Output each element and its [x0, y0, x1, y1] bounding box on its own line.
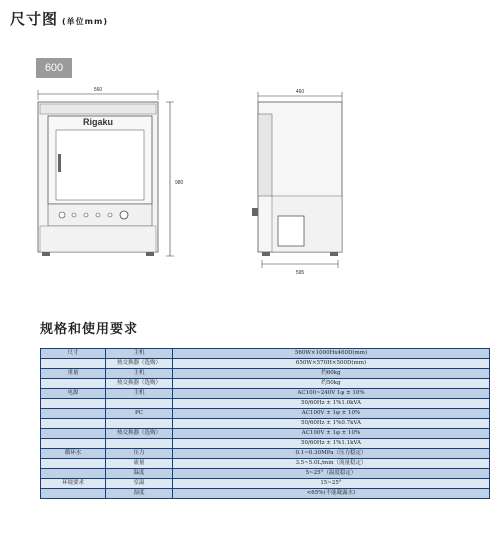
table-cell-col3: 50/60Hz ± 1%0.7kVA: [173, 419, 490, 429]
table-cell-col1: [41, 419, 106, 429]
front-width-label: 560: [93, 87, 103, 93]
table-cell-col3: AC100V ± 1φ ± 10%: [173, 429, 490, 439]
table-cell-col3: 650W×570H×500D(mm): [173, 359, 490, 369]
table-row: [41, 369, 490, 379]
table-cell-col1: [41, 399, 106, 409]
table-cell-col1: [41, 489, 106, 499]
front-view: [38, 87, 184, 256]
table-row: [41, 359, 490, 369]
table-cell-col2: 主机: [106, 349, 173, 359]
brand-logo: Rigaku: [82, 117, 114, 127]
table-cell-col1: 尺寸: [41, 349, 106, 359]
table-cell-col3: 50/60Hz ± 1%1.0kVA: [173, 399, 490, 409]
table-cell-col3: 0.1~0.30MPa（压力稳定）: [173, 449, 490, 459]
side-view: [252, 89, 342, 276]
spec-table: [40, 348, 490, 499]
table-row: [41, 439, 490, 449]
table-cell-col1: 重量: [41, 369, 106, 379]
table-cell-col2: [106, 439, 173, 449]
table-cell-col2: 湿度: [106, 489, 173, 499]
table-cell-col3: 约60kg: [173, 369, 490, 379]
page-title: [10, 8, 108, 29]
table-cell-col1: 环境要求: [41, 479, 106, 489]
table-cell-col2: 温度: [106, 469, 173, 479]
dimension-drawings: [0, 80, 500, 290]
side-depth-top-label: 460: [295, 89, 305, 95]
table-cell-col1: [41, 379, 106, 389]
table-cell-col3: <65%(不能凝露水): [173, 489, 490, 499]
spec-section-title: 规格和使用要求: [40, 322, 139, 337]
spec-table-body: [41, 349, 490, 499]
table-cell-col3: 560W×1000Hx460D(mm): [173, 349, 490, 359]
page-title-text: 尺寸图: [10, 10, 59, 28]
table-cell-col1: [41, 469, 106, 479]
table-row: [41, 479, 490, 489]
model-badge: 600: [36, 58, 72, 78]
table-cell-col2: 热交换器（选购）: [106, 359, 173, 369]
table-row: [41, 349, 490, 359]
table-cell-col2: 主机: [106, 389, 173, 399]
table-row: [41, 429, 490, 439]
side-depth-bottom-label: 595: [295, 270, 305, 276]
table-cell-col1: [41, 409, 106, 419]
table-cell-col2: [106, 419, 173, 429]
table-cell-col2: [106, 399, 173, 409]
table-cell-col2: 室温: [106, 479, 173, 489]
table-row: [41, 389, 490, 399]
table-row: [41, 419, 490, 429]
table-row: [41, 449, 490, 459]
table-cell-col1: [41, 439, 106, 449]
table-cell-col2: 压力: [106, 449, 173, 459]
table-cell-col1: 循环水: [41, 449, 106, 459]
table-cell-col2: 流量: [106, 459, 173, 469]
table-row: [41, 399, 490, 409]
front-height-label: 980: [175, 180, 184, 186]
table-cell-col3: AC100V ± 1φ ± 10%: [173, 409, 490, 419]
table-cell-col2: 热交换器（选购）: [106, 429, 173, 439]
table-cell-col1: [41, 459, 106, 469]
table-cell-col3: 3.5~5.0L/min（流量稳定）: [173, 459, 490, 469]
table-row: [41, 489, 490, 499]
table-cell-col2: PC: [106, 409, 173, 419]
table-cell-col1: 电源: [41, 389, 106, 399]
table-cell-col1: [41, 429, 106, 439]
table-row: [41, 409, 490, 419]
table-cell-col3: 50/60Hz ± 1%1.1kVA: [173, 439, 490, 449]
table-cell-col3: 15~25°: [173, 479, 490, 489]
table-row: [41, 459, 490, 469]
table-row: [41, 469, 490, 479]
table-cell-col3: 约50kg: [173, 379, 490, 389]
table-cell-col2: 热交换器（选购）: [106, 379, 173, 389]
table-row: [41, 379, 490, 389]
table-cell-col3: AC100~240V 1φ ± 10%: [173, 389, 490, 399]
table-cell-col2: 主机: [106, 369, 173, 379]
table-cell-col1: [41, 359, 106, 369]
table-cell-col3: 5~25°（温度稳定）: [173, 469, 490, 479]
unit-note: (单位mm): [62, 17, 108, 26]
